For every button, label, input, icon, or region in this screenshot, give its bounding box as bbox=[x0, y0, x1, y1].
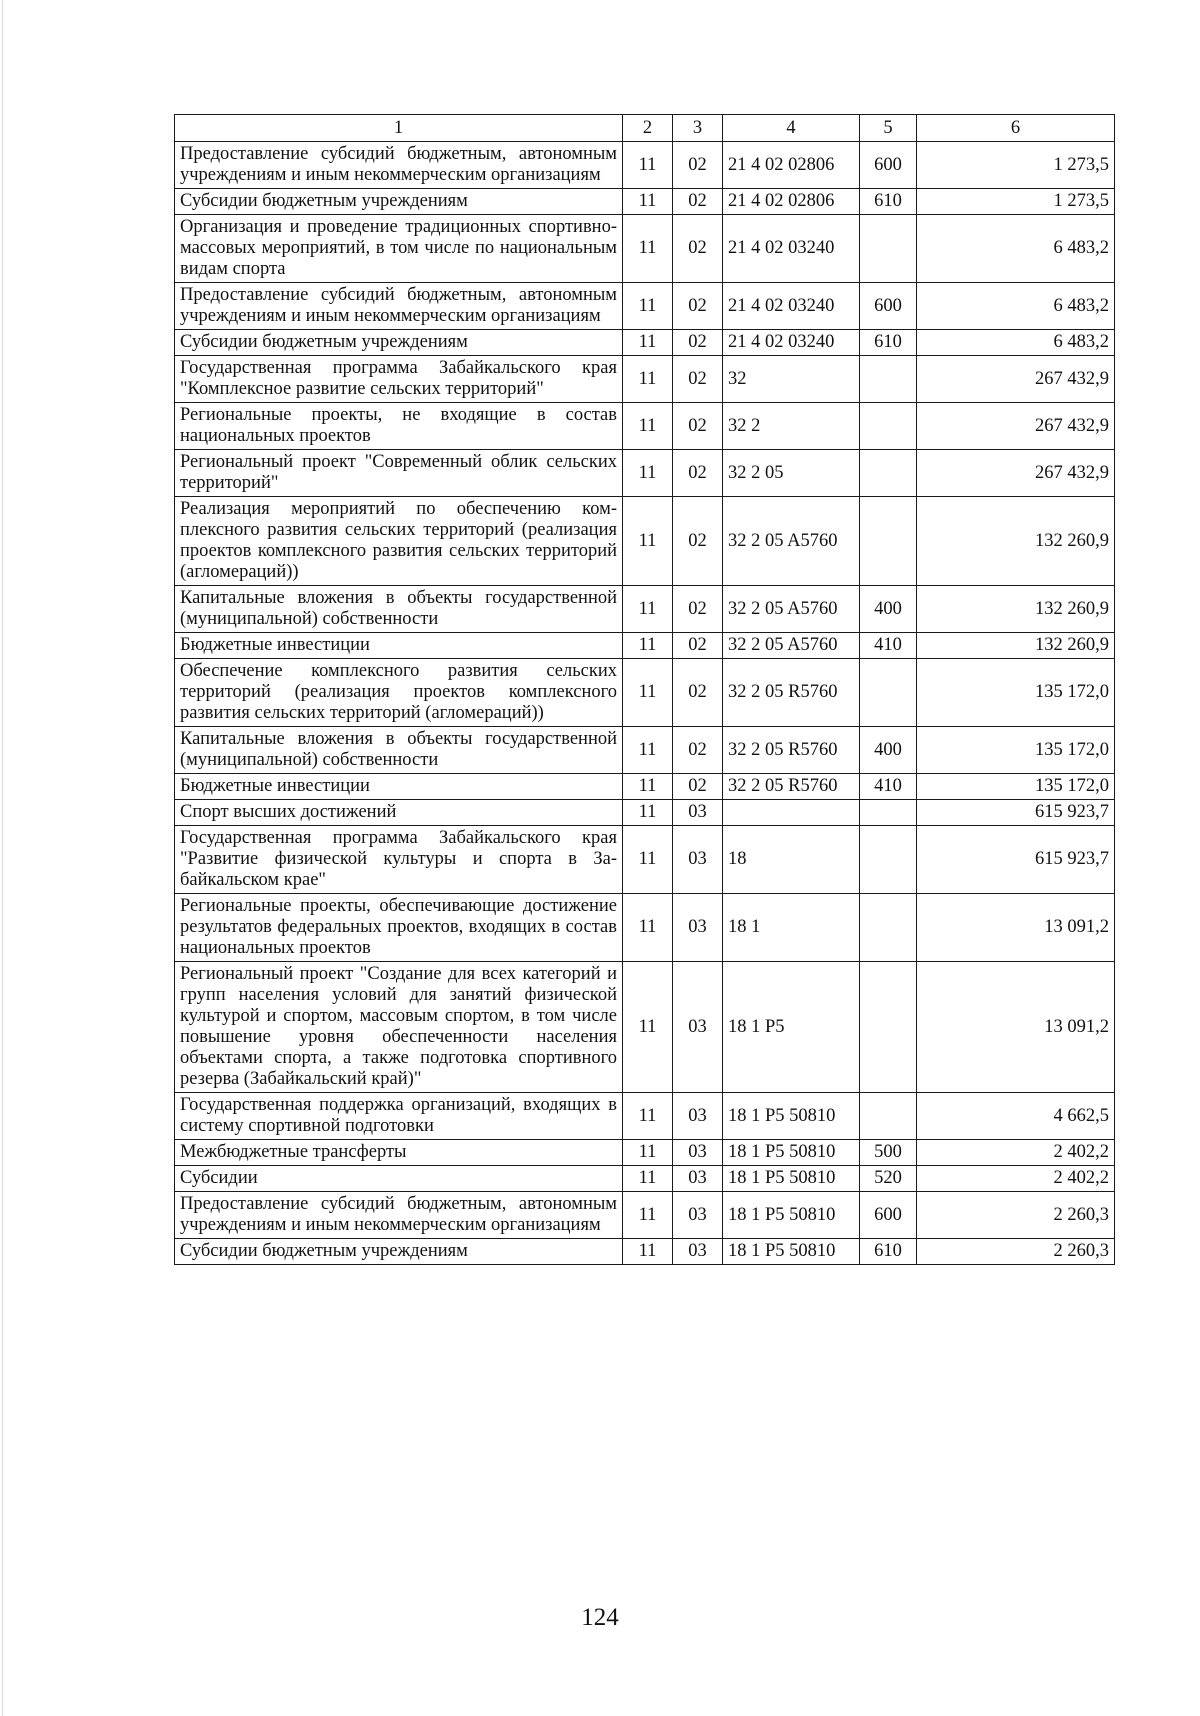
column-number-1: 1 bbox=[175, 115, 623, 142]
table-row bbox=[175, 142, 1115, 189]
table-row bbox=[175, 497, 1115, 586]
row-subsection-cell: 02 bbox=[673, 586, 723, 633]
table-row bbox=[175, 1166, 1115, 1192]
row-target-cell: 18 1 P5 50810 bbox=[723, 1093, 860, 1140]
row-expense-type-cell: 400 bbox=[860, 727, 917, 774]
row-name-cell: Региональные проекты, не входящие в состав национальных проектов bbox=[175, 403, 623, 450]
row-amount-cell: 6 483,2 bbox=[917, 215, 1115, 283]
row-name-cell: Капитальные вложения в объекты государственной (муниципальной) собственности bbox=[175, 586, 623, 633]
row-target-cell: 21 4 02 03240 bbox=[723, 215, 860, 283]
row-amount-cell: 615 923,7 bbox=[917, 800, 1115, 826]
row-section-cell: 11 bbox=[623, 586, 673, 633]
row-expense-type-cell bbox=[860, 403, 917, 450]
row-target-cell: 32 2 05 R5760 bbox=[723, 659, 860, 727]
row-name-cell: Спорт высших достижений bbox=[175, 800, 623, 826]
row-subsection-cell: 02 bbox=[673, 727, 723, 774]
row-expense-type-cell: 610 bbox=[860, 189, 917, 215]
row-name-cell: Субсидии bbox=[175, 1166, 623, 1192]
column-number-5: 5 bbox=[860, 115, 917, 142]
row-target-cell: 32 2 bbox=[723, 403, 860, 450]
row-amount-cell: 267 432,9 bbox=[917, 403, 1115, 450]
row-subsection-cell: 03 bbox=[673, 1239, 723, 1265]
row-subsection-cell: 02 bbox=[673, 633, 723, 659]
row-section-cell: 11 bbox=[623, 774, 673, 800]
row-target-cell: 18 1 P5 50810 bbox=[723, 1192, 860, 1239]
table-row bbox=[175, 450, 1115, 497]
row-target-cell: 21 4 02 03240 bbox=[723, 330, 860, 356]
row-expense-type-cell bbox=[860, 450, 917, 497]
row-section-cell: 11 bbox=[623, 497, 673, 586]
table-row bbox=[175, 774, 1115, 800]
row-section-cell: 11 bbox=[623, 1166, 673, 1192]
row-amount-cell: 2 260,3 bbox=[917, 1192, 1115, 1239]
row-expense-type-cell bbox=[860, 800, 917, 826]
row-name-cell: Бюджетные инвестиции bbox=[175, 633, 623, 659]
row-amount-cell: 267 432,9 bbox=[917, 356, 1115, 403]
row-section-cell: 11 bbox=[623, 1093, 673, 1140]
row-amount-cell: 135 172,0 bbox=[917, 659, 1115, 727]
row-name-cell: Субсидии бюджетным учреждениям bbox=[175, 330, 623, 356]
row-target-cell: 32 2 05 R5760 bbox=[723, 727, 860, 774]
row-subsection-cell: 03 bbox=[673, 826, 723, 894]
row-subsection-cell: 03 bbox=[673, 962, 723, 1093]
row-amount-cell: 615 923,7 bbox=[917, 826, 1115, 894]
row-expense-type-cell bbox=[860, 659, 917, 727]
row-subsection-cell: 03 bbox=[673, 1140, 723, 1166]
row-section-cell: 11 bbox=[623, 450, 673, 497]
row-amount-cell: 1 273,5 bbox=[917, 142, 1115, 189]
row-subsection-cell: 03 bbox=[673, 1166, 723, 1192]
row-subsection-cell: 02 bbox=[673, 356, 723, 403]
column-number-4: 4 bbox=[723, 115, 860, 142]
table-row bbox=[175, 283, 1115, 330]
row-subsection-cell: 03 bbox=[673, 894, 723, 962]
table-row bbox=[175, 894, 1115, 962]
row-subsection-cell: 02 bbox=[673, 450, 723, 497]
budget-table-body bbox=[175, 115, 1115, 1265]
row-target-cell: 18 bbox=[723, 826, 860, 894]
row-subsection-cell: 03 bbox=[673, 1192, 723, 1239]
row-target-cell: 18 1 P5 50810 bbox=[723, 1140, 860, 1166]
row-section-cell: 11 bbox=[623, 826, 673, 894]
table-row bbox=[175, 356, 1115, 403]
row-subsection-cell: 02 bbox=[673, 497, 723, 586]
row-name-cell: Бюджетные инвестиции bbox=[175, 774, 623, 800]
row-name-cell: Реализация мероприятий по обеспечению комплексного развития сельских территорий (реализация проектов комплексного развития сельских территорий (агломераций)) bbox=[175, 497, 623, 586]
table-row bbox=[175, 962, 1115, 1093]
column-number-6: 6 bbox=[917, 115, 1115, 142]
row-subsection-cell: 02 bbox=[673, 142, 723, 189]
row-section-cell: 11 bbox=[623, 356, 673, 403]
column-number-2: 2 bbox=[623, 115, 673, 142]
row-expense-type-cell: 520 bbox=[860, 1166, 917, 1192]
row-section-cell: 11 bbox=[623, 1192, 673, 1239]
row-expense-type-cell: 610 bbox=[860, 1239, 917, 1265]
table-row bbox=[175, 800, 1115, 826]
row-subsection-cell: 02 bbox=[673, 283, 723, 330]
table-row bbox=[175, 215, 1115, 283]
row-name-cell: Государственная программа Забайкальского края "Развитие физической культуры и спорта в Забайкальском крае" bbox=[175, 826, 623, 894]
row-name-cell: Предоставление субсидий бюджетным, автономным учреждениям и иным некоммерческим организациям bbox=[175, 1192, 623, 1239]
row-amount-cell: 13 091,2 bbox=[917, 894, 1115, 962]
row-expense-type-cell bbox=[860, 826, 917, 894]
table-row bbox=[175, 1239, 1115, 1265]
row-expense-type-cell: 500 bbox=[860, 1140, 917, 1166]
row-amount-cell: 2 402,2 bbox=[917, 1166, 1115, 1192]
row-subsection-cell: 02 bbox=[673, 330, 723, 356]
row-amount-cell: 132 260,9 bbox=[917, 633, 1115, 659]
row-section-cell: 11 bbox=[623, 283, 673, 330]
row-expense-type-cell: 400 bbox=[860, 586, 917, 633]
row-subsection-cell: 02 bbox=[673, 189, 723, 215]
row-target-cell: 18 1 P5 50810 bbox=[723, 1166, 860, 1192]
table-row bbox=[175, 1093, 1115, 1140]
row-amount-cell: 135 172,0 bbox=[917, 774, 1115, 800]
column-number-row bbox=[175, 115, 1115, 142]
table-row bbox=[175, 659, 1115, 727]
row-name-cell: Региональные проекты, обеспечивающие достижение результатов федеральных проектов, входящих в состав национальных проектов bbox=[175, 894, 623, 962]
scan-edge-line bbox=[2, 0, 3, 1716]
row-target-cell: 21 4 02 03240 bbox=[723, 283, 860, 330]
row-expense-type-cell: 600 bbox=[860, 142, 917, 189]
row-section-cell: 11 bbox=[623, 330, 673, 356]
table-row bbox=[175, 727, 1115, 774]
row-section-cell: 11 bbox=[623, 633, 673, 659]
row-expense-type-cell bbox=[860, 894, 917, 962]
row-subsection-cell: 02 bbox=[673, 774, 723, 800]
row-section-cell: 11 bbox=[623, 1140, 673, 1166]
row-expense-type-cell: 410 bbox=[860, 633, 917, 659]
row-name-cell: Межбюджетные трансферты bbox=[175, 1140, 623, 1166]
row-target-cell: 32 bbox=[723, 356, 860, 403]
row-expense-type-cell: 600 bbox=[860, 1192, 917, 1239]
row-section-cell: 11 bbox=[623, 215, 673, 283]
row-section-cell: 11 bbox=[623, 800, 673, 826]
row-amount-cell: 6 483,2 bbox=[917, 330, 1115, 356]
row-amount-cell: 267 432,9 bbox=[917, 450, 1115, 497]
budget-table bbox=[174, 114, 1115, 1265]
table-row bbox=[175, 586, 1115, 633]
row-section-cell: 11 bbox=[623, 189, 673, 215]
row-expense-type-cell bbox=[860, 356, 917, 403]
table-row bbox=[175, 189, 1115, 215]
row-name-cell: Государственная поддержка организаций, входящих в систему спортивной подготовки bbox=[175, 1093, 623, 1140]
row-amount-cell: 132 260,9 bbox=[917, 497, 1115, 586]
page-number: 124 bbox=[581, 1604, 619, 1631]
table-row bbox=[175, 826, 1115, 894]
row-target-cell: 32 2 05 A5760 bbox=[723, 633, 860, 659]
row-subsection-cell: 03 bbox=[673, 1093, 723, 1140]
row-section-cell: 11 bbox=[623, 142, 673, 189]
row-name-cell: Обеспечение комплексного развития сельских территорий (реализация проектов комплексного развития сельских территорий (агломераций)) bbox=[175, 659, 623, 727]
row-expense-type-cell: 410 bbox=[860, 774, 917, 800]
row-amount-cell: 1 273,5 bbox=[917, 189, 1115, 215]
row-section-cell: 11 bbox=[623, 1239, 673, 1265]
row-subsection-cell: 02 bbox=[673, 659, 723, 727]
row-section-cell: 11 bbox=[623, 659, 673, 727]
row-target-cell: 18 1 P5 bbox=[723, 962, 860, 1093]
row-name-cell: Предоставление субсидий бюджетным, автономным учреждениям и иным некоммерческим организациям bbox=[175, 283, 623, 330]
row-amount-cell: 2 260,3 bbox=[917, 1239, 1115, 1265]
row-amount-cell: 135 172,0 bbox=[917, 727, 1115, 774]
row-target-cell: 21 4 02 02806 bbox=[723, 189, 860, 215]
row-amount-cell: 132 260,9 bbox=[917, 586, 1115, 633]
row-target-cell bbox=[723, 800, 860, 826]
row-expense-type-cell bbox=[860, 497, 917, 586]
row-expense-type-cell bbox=[860, 962, 917, 1093]
row-expense-type-cell bbox=[860, 215, 917, 283]
row-target-cell: 32 2 05 bbox=[723, 450, 860, 497]
row-target-cell: 18 1 bbox=[723, 894, 860, 962]
row-expense-type-cell bbox=[860, 1093, 917, 1140]
row-section-cell: 11 bbox=[623, 894, 673, 962]
row-name-cell: Региональный проект "Создание для всех категорий и групп населения условий для занятий физической культурой и спортом, массовым спортом, в том числе повышение уровня обеспеченности населения объектами спорта, а также подготовка спортивного резерва (Забайкальский край)" bbox=[175, 962, 623, 1093]
row-amount-cell: 6 483,2 bbox=[917, 283, 1115, 330]
row-name-cell: Организация и проведение традиционных спортивно-массовых мероприятий, в том числе по национальным видам спорта bbox=[175, 215, 623, 283]
row-target-cell: 32 2 05 A5760 bbox=[723, 497, 860, 586]
row-target-cell: 21 4 02 02806 bbox=[723, 142, 860, 189]
row-subsection-cell: 02 bbox=[673, 403, 723, 450]
row-name-cell: Государственная программа Забайкальского края "Комплексное развитие сельских территорий" bbox=[175, 356, 623, 403]
row-subsection-cell: 03 bbox=[673, 800, 723, 826]
row-name-cell: Предоставление субсидий бюджетным, автономным учреждениям и иным некоммерческим организациям bbox=[175, 142, 623, 189]
row-subsection-cell: 02 bbox=[673, 215, 723, 283]
row-expense-type-cell: 610 bbox=[860, 330, 917, 356]
row-amount-cell: 13 091,2 bbox=[917, 962, 1115, 1093]
row-amount-cell: 2 402,2 bbox=[917, 1140, 1115, 1166]
table-row bbox=[175, 1192, 1115, 1239]
row-amount-cell: 4 662,5 bbox=[917, 1093, 1115, 1140]
row-target-cell: 32 2 05 A5760 bbox=[723, 586, 860, 633]
row-target-cell: 32 2 05 R5760 bbox=[723, 774, 860, 800]
row-expense-type-cell: 600 bbox=[860, 283, 917, 330]
row-target-cell: 18 1 P5 50810 bbox=[723, 1239, 860, 1265]
table-row bbox=[175, 1140, 1115, 1166]
row-name-cell: Субсидии бюджетным учреждениям bbox=[175, 189, 623, 215]
row-section-cell: 11 bbox=[623, 962, 673, 1093]
column-number-3: 3 bbox=[673, 115, 723, 142]
row-name-cell: Региональный проект "Современный облик сельских территорий" bbox=[175, 450, 623, 497]
row-name-cell: Капитальные вложения в объекты государственной (муниципальной) собственности bbox=[175, 727, 623, 774]
table-row bbox=[175, 330, 1115, 356]
row-name-cell: Субсидии бюджетным учреждениям bbox=[175, 1239, 623, 1265]
table-row bbox=[175, 403, 1115, 450]
table-row bbox=[175, 633, 1115, 659]
row-section-cell: 11 bbox=[623, 403, 673, 450]
row-section-cell: 11 bbox=[623, 727, 673, 774]
